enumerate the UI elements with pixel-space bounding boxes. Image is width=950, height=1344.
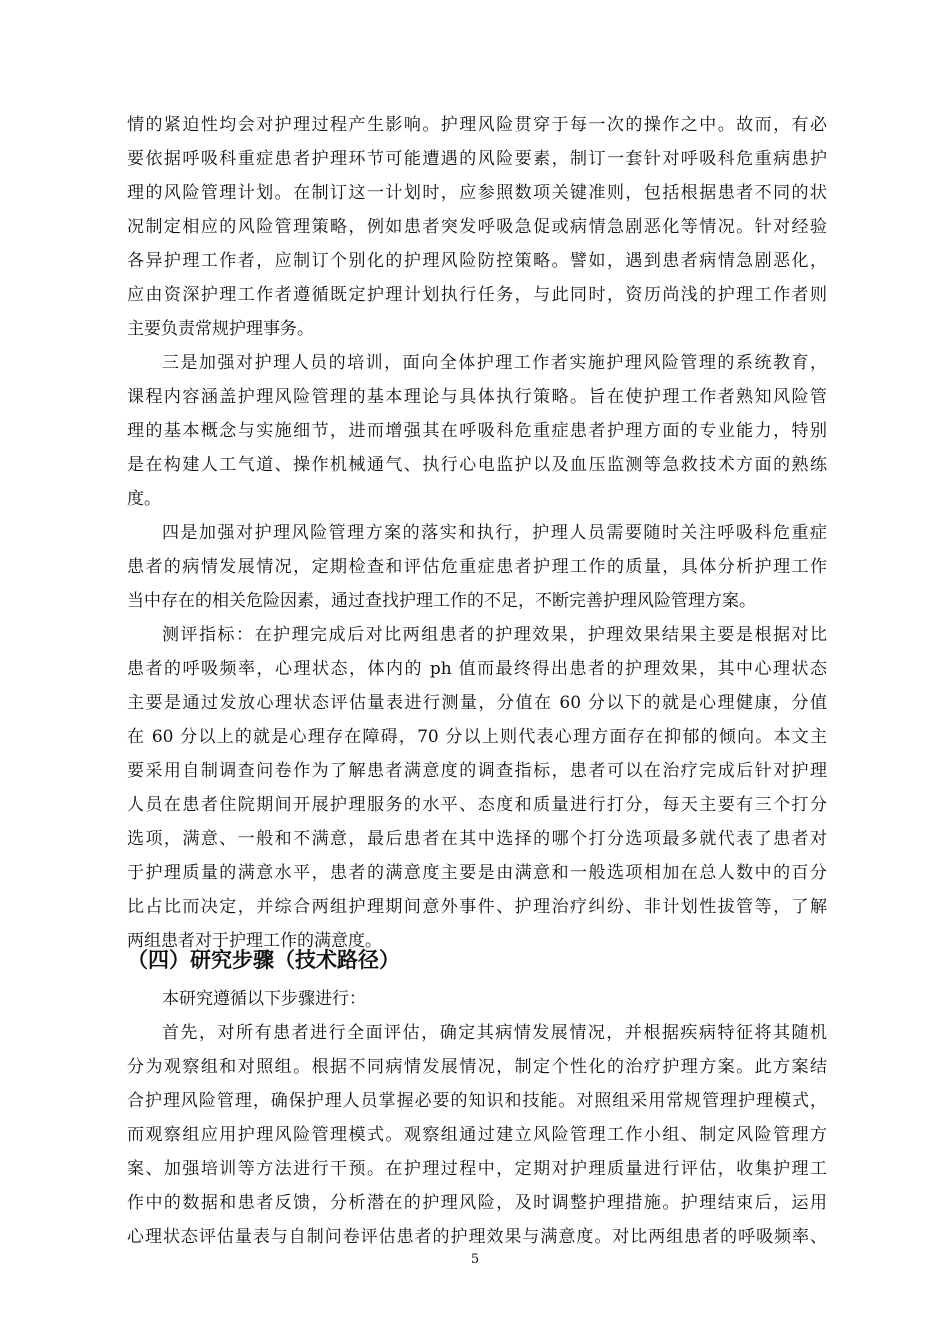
paragraph-2-line-5: 度。 — [127, 489, 161, 509]
paragraph-4-line-7: 选项，满意、一般和不满意，最后患者在其中选择的哪个打分选项最多就代表了患者对 — [127, 829, 827, 849]
paragraph-6-line-7: 心理状态评估量表与自制问卷评估患者的护理效果与满意度。对比两组患者的呼吸频率、 — [127, 1227, 827, 1247]
paragraph-6-line-2: 分为观察组和对照组。根据不同病情发展情况，制定个性化的治疗护理方案。此方案结 — [127, 1057, 827, 1077]
paragraph-6-line-3: 合护理风险管理，确保护理人员掌握必要的知识和技能。对照组采用常规管理护理模式， — [127, 1091, 827, 1111]
paragraph-1-line-3: 理的风险管理计划。在制订这一计划时，应参照数项关键准则，包括根据患者不同的状 — [127, 183, 827, 203]
paragraph-3-line-1: 四是加强对护理风险管理方案的落实和执行，护理人员需要随时关注呼吸科危重症 — [162, 523, 827, 543]
paragraph-1-line-2: 要依据呼吸科重症患者护理环节可能遭遇的风险要素，制订一套针对呼吸科危重病患护 — [127, 149, 827, 169]
paragraph-6-line-5: 案、加强培训等方法进行干预。在护理过程中，定期对护理质量进行评估，收集护理工 — [127, 1159, 827, 1179]
paragraph-2-line-1: 三是加强对护理人员的培训，面向全体护理工作者实施护理风险管理的系统教育， — [162, 353, 827, 373]
paragraph-1-line-7: 主要负责常规护理事务。 — [127, 319, 314, 339]
paragraph-3-line-2: 患者的病情发展情况，定期检查和评估危重症患者护理工作的质量，具体分析护理工作 — [127, 557, 827, 577]
paragraph-6-line-1: 首先，对所有患者进行全面评估，确定其病情发展情况，并根据疾病特征将其随机 — [162, 1023, 827, 1043]
paragraph-4-line-4: 在 60 分以上的就是心理存在障碍，70 分以上则代表心理方面存在抑郁的倾向。本文主 — [127, 727, 827, 747]
paragraph-6-line-6: 作中的数据和患者反馈，分析潜在的护理风险，及时调整护理措施。护理结束后，运用 — [127, 1193, 827, 1213]
paragraph-4-line-3: 主要是通过发放心理状态评估量表进行测量，分值在 60 分以下的就是心理健康，分值 — [127, 693, 827, 713]
section-heading: （四）研究步骤（技术路径） — [127, 948, 400, 972]
paragraph-4-line-6: 人员在患者住院期间开展护理服务的水平、态度和质量进行打分，每天主要有三个打分 — [127, 795, 827, 815]
paragraph-1-line-1: 情的紧迫性均会对护理过程产生影响。护理风险贯穿于每一次的操作之中。故而，有必 — [127, 115, 827, 135]
paragraph-4-line-9: 比占比而决定，并综合两组护理期间意外事件、护理治疗纠纷、非计划性拔管等，了解 — [127, 897, 827, 917]
paragraph-2-line-2: 课程内容涵盖护理风险管理的基本理论与具体执行策略。旨在使护理工作者熟知风险管 — [127, 387, 827, 407]
paragraph-3-line-3: 当中存在的相关危险因素，通过查找护理工作的不足，不断完善护理风险管理方案。 — [127, 591, 756, 611]
paragraph-6-line-4: 而观察组应用护理风险管理模式。观察组通过建立风险管理工作小组、制定风险管理方 — [127, 1125, 827, 1145]
paragraph-1-line-4: 况制定相应的风险管理策略，例如患者突发呼吸急促或病情急剧恶化等情况。针对经验 — [127, 217, 827, 237]
paragraph-5-line-1: 本研究遵循以下步骤进行： — [162, 989, 366, 1009]
paragraph-4-line-8: 于护理质量的满意水平，患者的满意度主要是由满意和一般选项相加在总人数中的百分 — [127, 863, 827, 883]
paragraph-4-line-5: 要采用自制调查问卷作为了解患者满意度的调查指标，患者可以在治疗完成后针对护理 — [127, 761, 827, 781]
page-number: 5 — [470, 1252, 480, 1267]
paragraph-1-line-5: 各异护理工作者，应制订个别化的护理风险防控策略。譬如，遇到患者病情急剧恶化， — [127, 251, 827, 271]
paragraph-4-line-10: 两组患者对于护理工作的满意度。 — [127, 931, 382, 951]
paragraph-2-line-4: 是在构建人工气道、操作机械通气、执行心电监护以及血压监测等急救技术方面的熟练 — [127, 455, 827, 475]
paragraph-2-line-3: 理的基本概念与实施细节，进而增强其在呼吸科危重症患者护理方面的专业能力，特别 — [127, 421, 827, 441]
paragraph-1-line-6: 应由资深护理工作者遵循既定护理计划执行任务，与此同时，资历尚浅的护理工作者则 — [127, 285, 827, 305]
paragraph-4-line-2: 患者的呼吸频率，心理状态，体内的 ph 值而最终得出患者的护理效果，其中心理状态 — [127, 659, 827, 679]
paragraph-4-line-1: 测评指标：在护理完成后对比两组患者的护理效果，护理效果结果主要是根据对比 — [162, 625, 827, 645]
